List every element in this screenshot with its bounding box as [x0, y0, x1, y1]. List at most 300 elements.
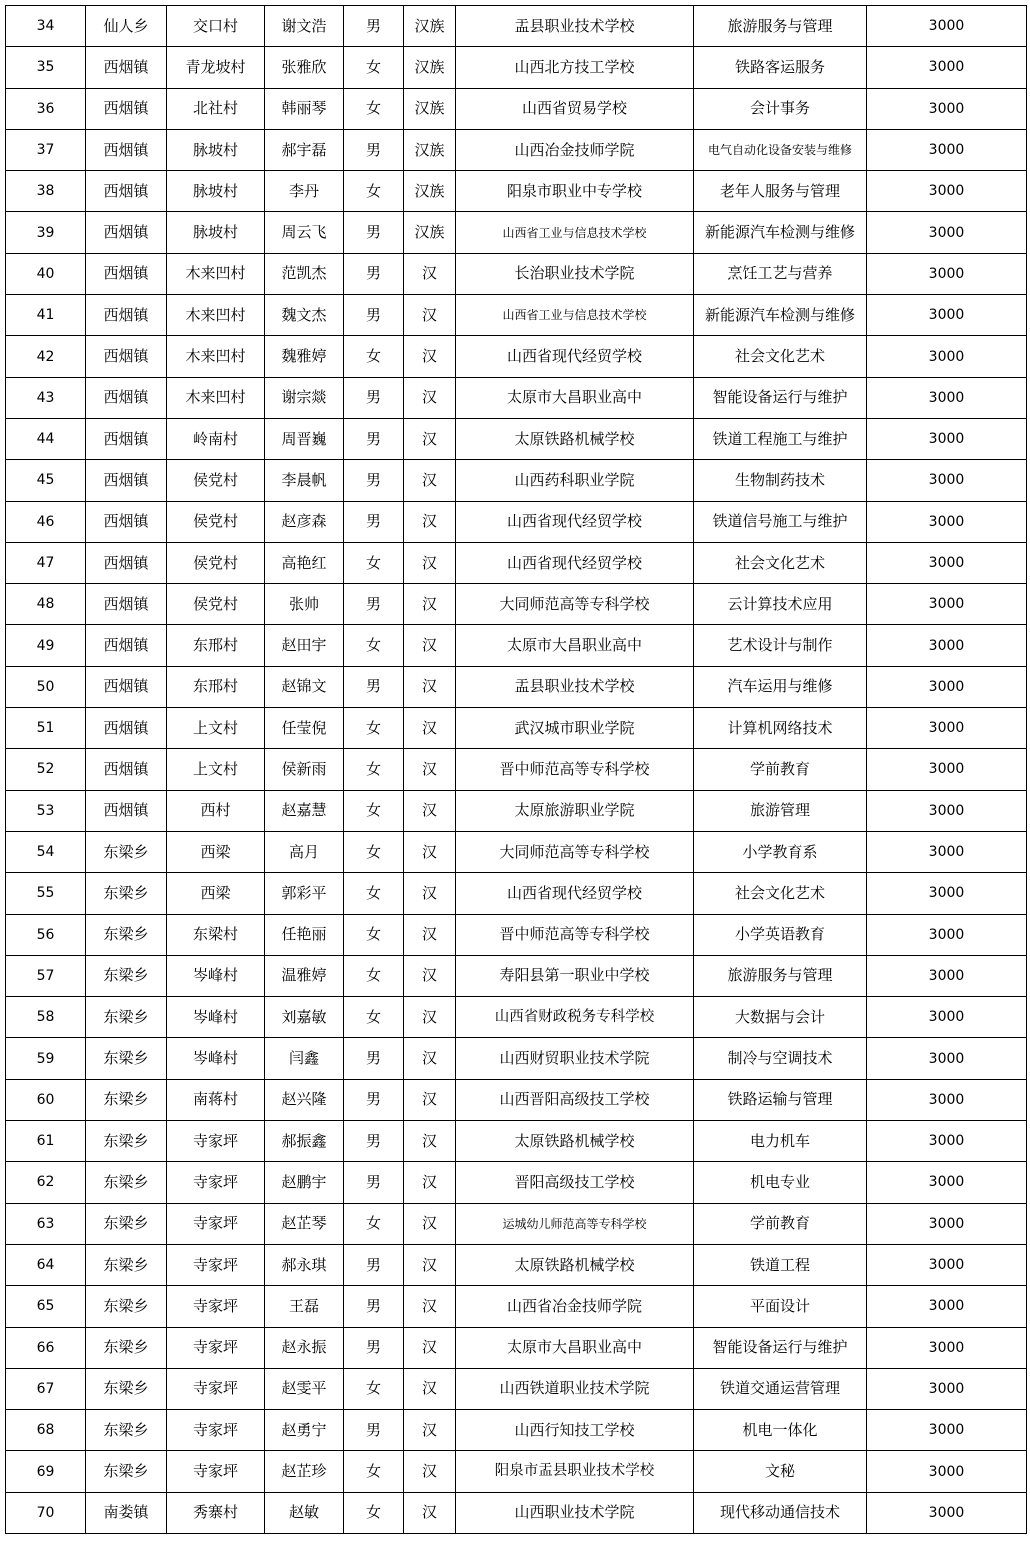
gender-cell: 女	[344, 955, 404, 996]
township-cell: 西烟镇	[86, 625, 167, 666]
amount-cell: 3000	[867, 873, 1027, 914]
village-cell: 青龙坡村	[167, 47, 265, 88]
major-cell: 会计事务	[694, 88, 867, 129]
table-row	[6, 6, 1027, 47]
ethnicity-cell: 汉	[404, 418, 456, 459]
major-cell: 汽车运用与维修	[694, 666, 867, 707]
major-cell: 新能源汽车检测与维修	[694, 212, 867, 253]
gender-cell: 男	[344, 295, 404, 336]
village-cell: 寺家坪	[167, 1286, 265, 1327]
amount-cell: 3000	[867, 1038, 1027, 1079]
gender-cell: 男	[344, 212, 404, 253]
gender-cell: 女	[344, 542, 404, 583]
table-row	[6, 584, 1027, 625]
row-number-cell: 57	[6, 955, 86, 996]
table-row	[6, 1121, 1027, 1162]
table-row	[6, 1327, 1027, 1368]
table-row	[6, 1368, 1027, 1409]
major-cell: 平面设计	[694, 1286, 867, 1327]
gender-cell: 女	[344, 749, 404, 790]
school-cell: 山西铁道职业技术学院	[456, 1368, 694, 1409]
ethnicity-cell: 汉	[404, 1368, 456, 1409]
amount-cell: 3000	[867, 1368, 1027, 1409]
village-cell: 侯党村	[167, 542, 265, 583]
township-cell: 东梁乡	[86, 1203, 167, 1244]
amount-cell: 3000	[867, 1079, 1027, 1120]
student-name-cell: 郝永琪	[265, 1244, 344, 1285]
table-row	[6, 336, 1027, 377]
township-cell: 西烟镇	[86, 212, 167, 253]
school-cell: 山西职业技术学院	[456, 1492, 694, 1533]
amount-cell: 3000	[867, 501, 1027, 542]
student-name-cell: 张雅欣	[265, 47, 344, 88]
ethnicity-cell: 汉	[404, 625, 456, 666]
student-name-cell: 侯新雨	[265, 749, 344, 790]
ethnicity-cell: 汉	[404, 1162, 456, 1203]
school-cell: 山西省工业与信息技术学校	[456, 212, 694, 253]
township-cell: 西烟镇	[86, 708, 167, 749]
student-name-cell: 王磊	[265, 1286, 344, 1327]
row-number-cell: 48	[6, 584, 86, 625]
amount-cell: 3000	[867, 1327, 1027, 1368]
major-cell: 文秘	[694, 1451, 867, 1492]
village-cell: 岑峰村	[167, 997, 265, 1038]
row-number-cell: 42	[6, 336, 86, 377]
major-cell: 铁道信号施工与维护	[694, 501, 867, 542]
ethnicity-cell: 汉	[404, 997, 456, 1038]
village-cell: 脉坡村	[167, 212, 265, 253]
student-name-cell: 谢文浩	[265, 6, 344, 47]
table-row	[6, 1410, 1027, 1451]
row-number-cell: 59	[6, 1038, 86, 1079]
student-name-cell: 李晨帆	[265, 460, 344, 501]
row-number-cell: 68	[6, 1410, 86, 1451]
ethnicity-cell: 汉	[404, 1079, 456, 1120]
ethnicity-cell: 汉	[404, 666, 456, 707]
school-cell: 晋阳高级技工学校	[456, 1162, 694, 1203]
village-cell: 上文村	[167, 749, 265, 790]
major-cell: 电力机车	[694, 1121, 867, 1162]
amount-cell: 3000	[867, 955, 1027, 996]
row-number-cell: 50	[6, 666, 86, 707]
village-cell: 东邢村	[167, 666, 265, 707]
ethnicity-cell: 汉	[404, 1121, 456, 1162]
student-name-cell: 魏雅婷	[265, 336, 344, 377]
row-number-cell: 56	[6, 914, 86, 955]
amount-cell: 3000	[867, 171, 1027, 212]
amount-cell: 3000	[867, 1451, 1027, 1492]
amount-cell: 3000	[867, 790, 1027, 831]
township-cell: 西烟镇	[86, 749, 167, 790]
table-row	[6, 1492, 1027, 1533]
amount-cell: 3000	[867, 295, 1027, 336]
school-cell: 山西省现代经贸学校	[456, 542, 694, 583]
student-name-cell: 郝振鑫	[265, 1121, 344, 1162]
gender-cell: 男	[344, 1286, 404, 1327]
gender-cell: 男	[344, 377, 404, 418]
row-number-cell: 39	[6, 212, 86, 253]
amount-cell: 3000	[867, 460, 1027, 501]
table-row	[6, 1079, 1027, 1120]
township-cell: 东梁乡	[86, 1410, 167, 1451]
row-number-cell: 43	[6, 377, 86, 418]
amount-cell: 3000	[867, 1410, 1027, 1451]
township-cell: 东梁乡	[86, 873, 167, 914]
row-number-cell: 65	[6, 1286, 86, 1327]
school-cell: 盂县职业技术学校	[456, 666, 694, 707]
row-number-cell: 54	[6, 831, 86, 872]
major-cell: 学前教育	[694, 749, 867, 790]
school-cell: 山西冶金技师学院	[456, 129, 694, 170]
table-row	[6, 914, 1027, 955]
gender-cell: 女	[344, 997, 404, 1038]
student-name-cell: 赵锦文	[265, 666, 344, 707]
row-number-cell: 36	[6, 88, 86, 129]
village-cell: 寺家坪	[167, 1244, 265, 1285]
ethnicity-cell: 汉	[404, 749, 456, 790]
gender-cell: 男	[344, 1038, 404, 1079]
gender-cell: 男	[344, 418, 404, 459]
amount-cell: 3000	[867, 1162, 1027, 1203]
student-name-cell: 魏文杰	[265, 295, 344, 336]
township-cell: 东梁乡	[86, 1162, 167, 1203]
school-cell: 山西财贸职业技术学院	[456, 1038, 694, 1079]
ethnicity-cell: 汉族	[404, 212, 456, 253]
row-number-cell: 55	[6, 873, 86, 914]
table-row	[6, 88, 1027, 129]
table-row	[6, 831, 1027, 872]
school-cell: 山西省贸易学校	[456, 88, 694, 129]
student-name-cell: 赵彦森	[265, 501, 344, 542]
major-cell: 制冷与空调技术	[694, 1038, 867, 1079]
village-cell: 脉坡村	[167, 171, 265, 212]
student-name-cell: 周晋巍	[265, 418, 344, 459]
major-cell: 旅游服务与管理	[694, 955, 867, 996]
amount-cell: 3000	[867, 542, 1027, 583]
amount-cell: 3000	[867, 47, 1027, 88]
ethnicity-cell: 汉	[404, 1410, 456, 1451]
school-cell: 太原铁路机械学校	[456, 1121, 694, 1162]
township-cell: 南娄镇	[86, 1492, 167, 1533]
major-cell: 铁道工程	[694, 1244, 867, 1285]
ethnicity-cell: 汉	[404, 955, 456, 996]
student-name-cell: 张帅	[265, 584, 344, 625]
amount-cell: 3000	[867, 1492, 1027, 1533]
major-cell: 社会文化艺术	[694, 336, 867, 377]
school-cell: 阳泉市职业中专学校	[456, 171, 694, 212]
ethnicity-cell: 汉	[404, 1492, 456, 1533]
student-name-cell: 郭彩平	[265, 873, 344, 914]
student-name-cell: 韩丽琴	[265, 88, 344, 129]
village-cell: 交口村	[167, 6, 265, 47]
student-name-cell: 赵鹏宇	[265, 1162, 344, 1203]
village-cell: 侯党村	[167, 584, 265, 625]
row-number-cell: 44	[6, 418, 86, 459]
table-row	[6, 997, 1027, 1038]
row-number-cell: 66	[6, 1327, 86, 1368]
township-cell: 东梁乡	[86, 1327, 167, 1368]
village-cell: 寺家坪	[167, 1368, 265, 1409]
school-cell: 长治职业技术学院	[456, 253, 694, 294]
table-row	[6, 1203, 1027, 1244]
major-cell: 机电专业	[694, 1162, 867, 1203]
gender-cell: 女	[344, 47, 404, 88]
student-name-cell: 高月	[265, 831, 344, 872]
township-cell: 西烟镇	[86, 377, 167, 418]
ethnicity-cell: 汉	[404, 501, 456, 542]
table-row	[6, 129, 1027, 170]
gender-cell: 女	[344, 1492, 404, 1533]
township-cell: 东梁乡	[86, 997, 167, 1038]
township-cell: 西烟镇	[86, 47, 167, 88]
township-cell: 东梁乡	[86, 955, 167, 996]
ethnicity-cell: 汉	[404, 914, 456, 955]
township-cell: 西烟镇	[86, 295, 167, 336]
school-cell: 太原市大昌职业高中	[456, 377, 694, 418]
amount-cell: 3000	[867, 253, 1027, 294]
school-cell: 太原铁路机械学校	[456, 418, 694, 459]
table-row	[6, 1038, 1027, 1079]
row-number-cell: 61	[6, 1121, 86, 1162]
row-number-cell: 34	[6, 6, 86, 47]
village-cell: 秀寨村	[167, 1492, 265, 1533]
row-number-cell: 67	[6, 1368, 86, 1409]
amount-cell: 3000	[867, 88, 1027, 129]
school-cell: 山西省现代经贸学校	[456, 501, 694, 542]
row-number-cell: 46	[6, 501, 86, 542]
student-name-cell: 赵勇宁	[265, 1410, 344, 1451]
village-cell: 寺家坪	[167, 1410, 265, 1451]
gender-cell: 男	[344, 1121, 404, 1162]
township-cell: 西烟镇	[86, 460, 167, 501]
village-cell: 脉坡村	[167, 129, 265, 170]
major-cell: 现代移动通信技术	[694, 1492, 867, 1533]
ethnicity-cell: 汉族	[404, 6, 456, 47]
gender-cell: 女	[344, 1451, 404, 1492]
ethnicity-cell: 汉	[404, 336, 456, 377]
village-cell: 东邢村	[167, 625, 265, 666]
amount-cell: 3000	[867, 666, 1027, 707]
ethnicity-cell: 汉	[404, 584, 456, 625]
amount-cell: 3000	[867, 1203, 1027, 1244]
student-name-cell: 赵永振	[265, 1327, 344, 1368]
student-name-cell: 周云飞	[265, 212, 344, 253]
ethnicity-cell: 汉	[404, 1038, 456, 1079]
gender-cell: 女	[344, 625, 404, 666]
table-row	[6, 749, 1027, 790]
ethnicity-cell: 汉	[404, 1451, 456, 1492]
student-table	[5, 5, 1027, 1534]
village-cell: 岭南村	[167, 418, 265, 459]
village-cell: 寺家坪	[167, 1451, 265, 1492]
gender-cell: 女	[344, 336, 404, 377]
amount-cell: 3000	[867, 212, 1027, 253]
ethnicity-cell: 汉	[404, 377, 456, 418]
amount-cell: 3000	[867, 129, 1027, 170]
student-name-cell: 赵田宇	[265, 625, 344, 666]
school-cell: 山西北方技工学校	[456, 47, 694, 88]
school-cell: 山西行知技工学校	[456, 1410, 694, 1451]
school-cell: 山西省财政税务专科学校	[456, 997, 694, 1038]
school-cell: 武汉城市职业学院	[456, 708, 694, 749]
village-cell: 寺家坪	[167, 1203, 265, 1244]
row-number-cell: 62	[6, 1162, 86, 1203]
table-row	[6, 377, 1027, 418]
row-number-cell: 38	[6, 171, 86, 212]
township-cell: 西烟镇	[86, 418, 167, 459]
major-cell: 云计算技术应用	[694, 584, 867, 625]
row-number-cell: 41	[6, 295, 86, 336]
major-cell: 智能设备运行与维护	[694, 1327, 867, 1368]
major-cell: 机电一体化	[694, 1410, 867, 1451]
student-name-cell: 高艳红	[265, 542, 344, 583]
student-name-cell: 任莹倪	[265, 708, 344, 749]
table-row	[6, 625, 1027, 666]
student-subsidy-sheet	[5, 5, 1027, 1534]
major-cell: 艺术设计与制作	[694, 625, 867, 666]
amount-cell: 3000	[867, 1121, 1027, 1162]
major-cell: 烹饪工艺与营养	[694, 253, 867, 294]
major-cell: 铁道交通运营管理	[694, 1368, 867, 1409]
ethnicity-cell: 汉	[404, 1203, 456, 1244]
ethnicity-cell: 汉	[404, 873, 456, 914]
student-name-cell: 郝宇磊	[265, 129, 344, 170]
row-number-cell: 69	[6, 1451, 86, 1492]
township-cell: 东梁乡	[86, 1286, 167, 1327]
amount-cell: 3000	[867, 708, 1027, 749]
table-row	[6, 253, 1027, 294]
major-cell: 智能设备运行与维护	[694, 377, 867, 418]
ethnicity-cell: 汉	[404, 460, 456, 501]
gender-cell: 女	[344, 1203, 404, 1244]
village-cell: 上文村	[167, 708, 265, 749]
table-row	[6, 418, 1027, 459]
major-cell: 新能源汽车检测与维修	[694, 295, 867, 336]
gender-cell: 男	[344, 1410, 404, 1451]
village-cell: 侯党村	[167, 501, 265, 542]
ethnicity-cell: 汉	[404, 253, 456, 294]
row-number-cell: 51	[6, 708, 86, 749]
gender-cell: 女	[344, 708, 404, 749]
row-number-cell: 53	[6, 790, 86, 831]
table-row	[6, 666, 1027, 707]
amount-cell: 3000	[867, 749, 1027, 790]
school-cell: 寿阳县第一职业中学校	[456, 955, 694, 996]
major-cell: 铁路运输与管理	[694, 1079, 867, 1120]
student-name-cell: 赵芷琴	[265, 1203, 344, 1244]
township-cell: 东梁乡	[86, 914, 167, 955]
row-number-cell: 63	[6, 1203, 86, 1244]
gender-cell: 女	[344, 88, 404, 129]
table-row	[6, 790, 1027, 831]
gender-cell: 男	[344, 666, 404, 707]
student-name-cell: 温雅婷	[265, 955, 344, 996]
major-cell: 铁路客运服务	[694, 47, 867, 88]
village-cell: 木来凹村	[167, 377, 265, 418]
township-cell: 仙人乡	[86, 6, 167, 47]
major-cell: 老年人服务与管理	[694, 171, 867, 212]
ethnicity-cell: 汉	[404, 790, 456, 831]
township-cell: 东梁乡	[86, 1368, 167, 1409]
gender-cell: 女	[344, 171, 404, 212]
school-cell: 大同师范高等专科学校	[456, 584, 694, 625]
gender-cell: 男	[344, 6, 404, 47]
table-row	[6, 47, 1027, 88]
township-cell: 东梁乡	[86, 831, 167, 872]
school-cell: 山西省现代经贸学校	[456, 873, 694, 914]
school-cell: 太原铁路机械学校	[456, 1244, 694, 1285]
township-cell: 西烟镇	[86, 790, 167, 831]
gender-cell: 男	[344, 460, 404, 501]
village-cell: 侯党村	[167, 460, 265, 501]
table-row	[6, 1286, 1027, 1327]
ethnicity-cell: 汉	[404, 1286, 456, 1327]
amount-cell: 3000	[867, 336, 1027, 377]
school-cell: 太原市大昌职业高中	[456, 1327, 694, 1368]
row-number-cell: 58	[6, 997, 86, 1038]
school-cell: 运城幼儿师范高等专科学校	[456, 1203, 694, 1244]
table-row	[6, 460, 1027, 501]
ethnicity-cell: 汉	[404, 1327, 456, 1368]
school-cell: 山西药科职业学院	[456, 460, 694, 501]
gender-cell: 男	[344, 129, 404, 170]
village-cell: 木来凹村	[167, 253, 265, 294]
gender-cell: 男	[344, 501, 404, 542]
ethnicity-cell: 汉族	[404, 129, 456, 170]
table-row	[6, 171, 1027, 212]
table-row	[6, 212, 1027, 253]
gender-cell: 男	[344, 1079, 404, 1120]
major-cell: 社会文化艺术	[694, 542, 867, 583]
gender-cell: 男	[344, 584, 404, 625]
amount-cell: 3000	[867, 418, 1027, 459]
township-cell: 东梁乡	[86, 1451, 167, 1492]
gender-cell: 女	[344, 1368, 404, 1409]
student-name-cell: 赵敏	[265, 1492, 344, 1533]
township-cell: 东梁乡	[86, 1244, 167, 1285]
village-cell: 西村	[167, 790, 265, 831]
amount-cell: 3000	[867, 377, 1027, 418]
amount-cell: 3000	[867, 6, 1027, 47]
major-cell: 社会文化艺术	[694, 873, 867, 914]
row-number-cell: 64	[6, 1244, 86, 1285]
school-cell: 山西省现代经贸学校	[456, 336, 694, 377]
school-cell: 太原旅游职业学院	[456, 790, 694, 831]
village-cell: 木来凹村	[167, 295, 265, 336]
row-number-cell: 60	[6, 1079, 86, 1120]
village-cell: 北社村	[167, 88, 265, 129]
table-row	[6, 542, 1027, 583]
table-row	[6, 1244, 1027, 1285]
ethnicity-cell: 汉族	[404, 171, 456, 212]
major-cell: 旅游服务与管理	[694, 6, 867, 47]
ethnicity-cell: 汉	[404, 708, 456, 749]
student-name-cell: 闫鑫	[265, 1038, 344, 1079]
school-cell: 盂县职业技术学校	[456, 6, 694, 47]
township-cell: 西烟镇	[86, 253, 167, 294]
village-cell: 岑峰村	[167, 1038, 265, 1079]
amount-cell: 3000	[867, 914, 1027, 955]
ethnicity-cell: 汉	[404, 831, 456, 872]
township-cell: 西烟镇	[86, 542, 167, 583]
gender-cell: 男	[344, 1162, 404, 1203]
township-cell: 西烟镇	[86, 501, 167, 542]
amount-cell: 3000	[867, 1286, 1027, 1327]
gender-cell: 女	[344, 831, 404, 872]
gender-cell: 女	[344, 914, 404, 955]
amount-cell: 3000	[867, 1244, 1027, 1285]
village-cell: 岑峰村	[167, 955, 265, 996]
